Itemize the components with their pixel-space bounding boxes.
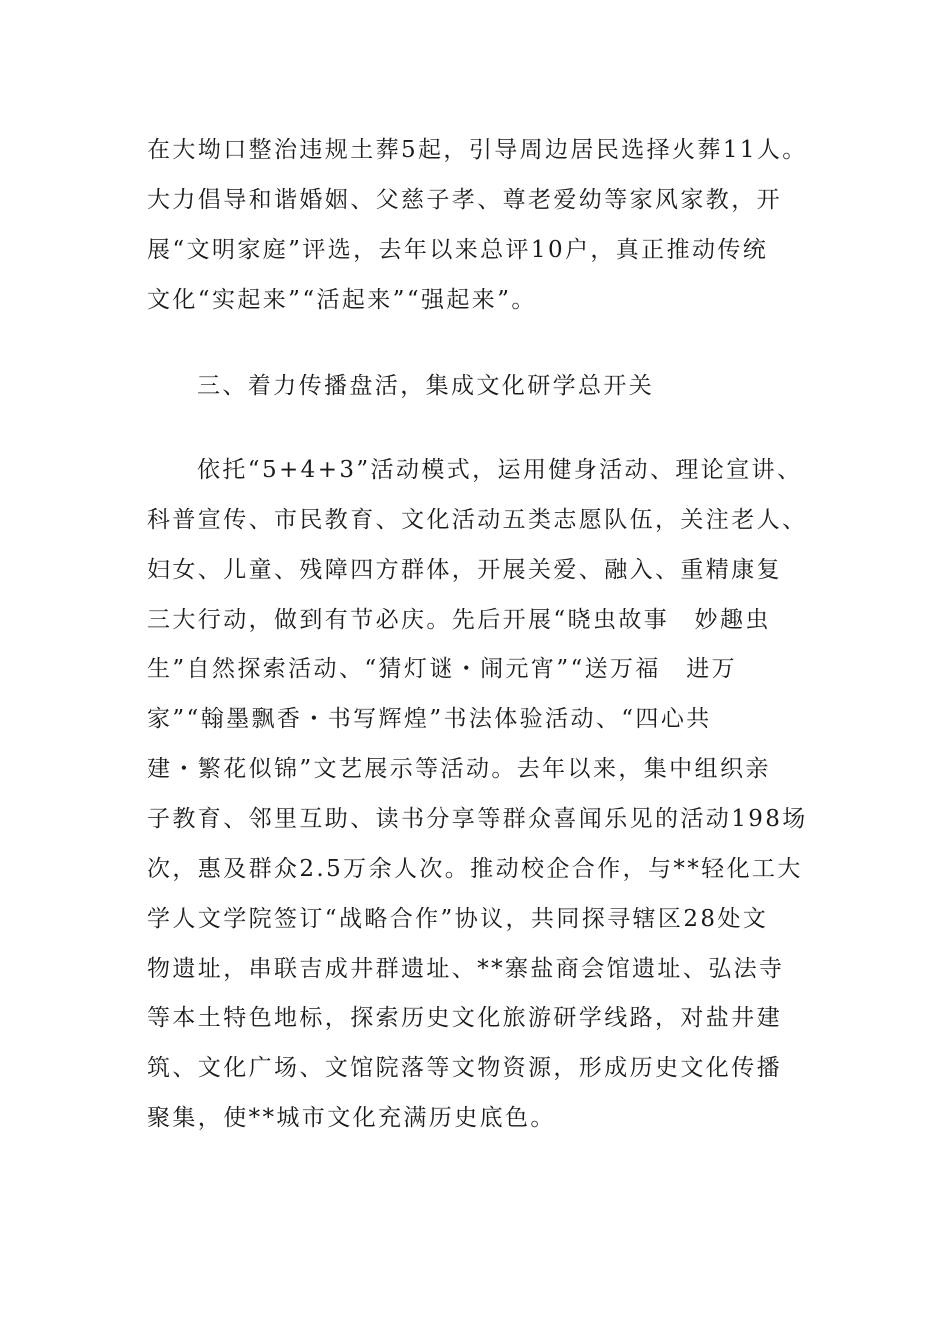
paragraph-1-line-3: 展“文明家庭”评选，去年以来总评10户，真正推动传统: [147, 237, 769, 263]
paragraph-1-line-2: 大力倡导和谐婚姻、父慈子孝、尊老爱幼等家风家教，开: [147, 187, 782, 213]
paragraph-2-line-8: 子教育、邻里互助、读书分享等群众喜闻乐见的活动198场: [147, 806, 808, 832]
section-heading: 三、着力传播盘活，集成文化研学总开关: [197, 373, 655, 399]
paragraph-1-line-1: 在大坳口整治违规土葬5起，引导周边居民选择火葬11人。: [147, 137, 808, 163]
paragraph-2-line-5: 生”自然探索活动、“猜灯谜・闹元宵”“送万福 进万: [147, 656, 738, 682]
paragraph-2-line-14: 聚集，使**城市文化充满历史底色。: [147, 1105, 556, 1131]
paragraph-2-line-2: 科普宣传、市民教育、文化活动五类志愿队伍，关注老人、: [147, 507, 808, 533]
paragraph-2-line-13: 筑、文化广场、文馆院落等文物资源，形成历史文化传播: [147, 1055, 782, 1081]
paragraph-2-line-10: 学人文学院签订“战略合作”协议，共同探寻辖区28处文: [147, 906, 769, 932]
paragraph-2-line-3: 妇女、儿童、残障四方群体，开展关爱、融入、重精康复: [147, 557, 782, 583]
paragraph-2-line-12: 等本土特色地标，探索历史文化旅游研学线路，对盐井建: [147, 1005, 782, 1031]
paragraph-2-line-1: 依托“5+4+3”活动模式，运用健身活动、理论宣讲、: [197, 457, 803, 483]
paragraph-2-line-6: 家”“翰墨飘香・书写辉煌”书法体验活动、“四心共: [147, 706, 712, 732]
paragraph-2-line-7: 建・繁花似锦”文艺展示等活动。去年以来，集中组织亲: [147, 756, 771, 782]
paragraph-2-line-9: 次，惠及群众2.5万余人次。推动校企合作，与**轻化工大: [147, 856, 803, 882]
paragraph-2-line-4: 三大行动，做到有节必庆。先后开展“晓虫故事 妙趣虫: [147, 607, 771, 633]
paragraph-1-line-4: 文化“实起来”“活起来”“强起来”。: [147, 287, 537, 313]
paragraph-2-line-11: 物遗址，串联吉成井群遗址、**寨盐商会馆遗址、弘法寺: [147, 956, 785, 982]
